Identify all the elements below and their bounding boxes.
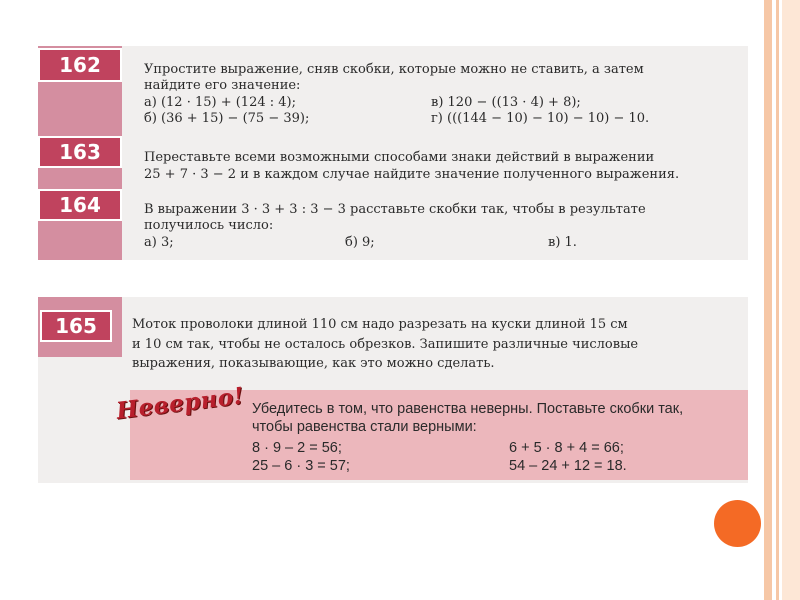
problem-163-number: 163 xyxy=(38,136,122,168)
problem-164-item-a: а) 3; xyxy=(144,235,174,250)
wrong-box-text-1: Убедитесь в том, что равенства неверны. Поставьте скобки так, xyxy=(252,401,684,417)
equation-2: 25 – 6 · 3 = 57; xyxy=(252,458,350,474)
problem-164-item-b: б) 9; xyxy=(345,235,375,250)
problem-163-text-2: 25 + 7 · 3 − 2 и в каждом случае найдите значение полученного выражения. xyxy=(144,167,680,182)
right-border-thin-stripe xyxy=(776,0,779,600)
equation-4: 54 – 24 + 12 = 18. xyxy=(509,458,627,474)
problem-165-number: 165 xyxy=(40,310,112,342)
problem-162-item-b: б) (36 + 15) − (75 − 39); xyxy=(144,111,310,126)
problem-162-number: 162 xyxy=(38,48,122,82)
problem-162-text-2: найдите его значение: xyxy=(144,78,301,93)
problem-164-text-2: получилось число: xyxy=(144,218,274,233)
problem-163-text-1: Переставьте всеми возможными способами знаки действий в выражении xyxy=(144,150,655,165)
problem-164-item-v: в) 1. xyxy=(548,235,577,250)
problem-165-text-1: Моток проволоки длиной 110 см надо разрезать на куски длиной 15 см xyxy=(132,317,628,332)
wrong-stamp: Неверно! xyxy=(114,382,246,425)
problem-162-item-a: а) (12 · 15) + (124 : 4); xyxy=(144,95,296,110)
right-border-stripe xyxy=(764,0,772,600)
right-border-band xyxy=(782,0,800,600)
problem-164-number: 164 xyxy=(38,189,122,221)
problem-164-text-1: В выражении 3 · 3 + 3 : 3 − 3 расставьте скобки так, чтобы в результате xyxy=(144,202,646,217)
problem-162-item-g: г) (((144 − 10) − 10) − 10) − 10. xyxy=(431,111,650,126)
problem-165-text-3: выражения, показывающие, как это можно сделать. xyxy=(132,356,495,371)
equation-3: 6 + 5 · 8 + 4 = 66; xyxy=(509,440,624,456)
wrong-box-text-2: чтобы равенства стали верными: xyxy=(252,419,477,435)
problem-165-text-2: и 10 см так, чтобы не осталось обрезков. Запишите различные числовые xyxy=(132,337,639,352)
orange-circle-decoration xyxy=(714,500,761,547)
equation-1: 8 · 9 – 2 = 56; xyxy=(252,440,342,456)
problem-162-item-v: в) 120 − ((13 · 4) + 8); xyxy=(431,95,581,110)
problem-162-text-1: Упростите выражение, сняв скобки, которые можно не ставить, а затем xyxy=(144,62,644,77)
